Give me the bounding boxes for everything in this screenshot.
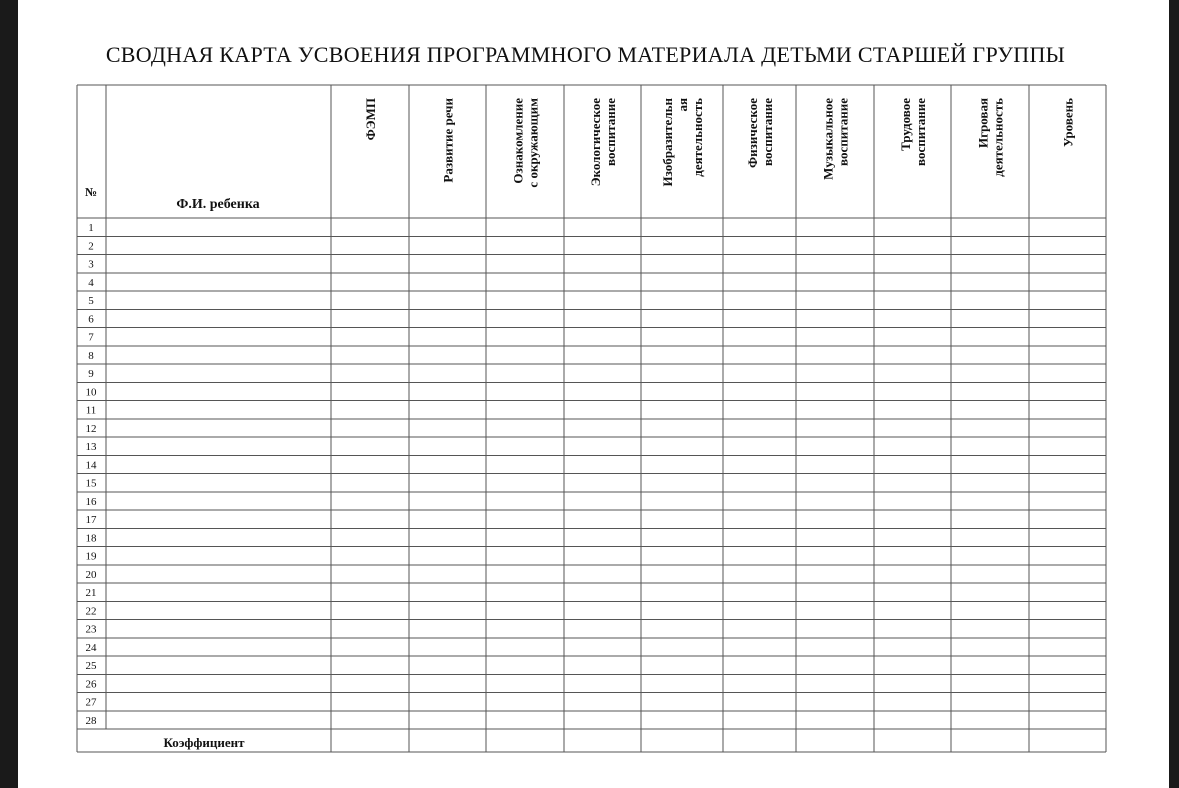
row-number: 14 (85, 459, 97, 472)
subject-header-line: Развитие речи (440, 98, 456, 183)
row-number: 11 (85, 404, 97, 417)
subject-header-line: Ознакомление (510, 98, 526, 184)
subject-header-line: с окружающим (525, 98, 541, 188)
subject-header-line: воспитание (835, 98, 851, 166)
row-number: 3 (88, 258, 94, 271)
row-number: 8 (88, 349, 94, 362)
row-number: 4 (88, 276, 94, 289)
row-number: 12 (85, 422, 97, 435)
subject-header-line: Физическое (745, 98, 760, 168)
row-number: 16 (85, 495, 97, 508)
number-column-header: № (84, 185, 98, 199)
subject-header-line: Игровая (975, 98, 991, 148)
row-number: 5 (88, 295, 94, 307)
row-number: 22 (85, 605, 97, 618)
row-number: 24 (85, 641, 97, 654)
row-number: 25 (85, 660, 97, 672)
table-texts (85, 97, 1076, 750)
subject-header-line: Экологическое (588, 98, 603, 187)
row-number: 26 (85, 678, 97, 691)
subject-header (363, 98, 378, 140)
subject-header (660, 98, 705, 187)
row-number: 27 (85, 696, 97, 709)
name-column-header: Ф.И. ребенка (176, 197, 260, 212)
subject-header-line: Изобразительн (660, 98, 675, 187)
subject-header-line: Музыкальное (820, 98, 836, 180)
subject-header (588, 98, 618, 187)
subject-header (821, 98, 851, 180)
subject-header (441, 97, 456, 182)
row-number: 18 (85, 532, 97, 545)
row-number: 21 (85, 587, 97, 599)
subject-header-line: ФЭМП (363, 98, 378, 141)
row-number: 23 (85, 623, 97, 636)
subject-header-line: деятельность (690, 98, 705, 177)
row-number: 15 (85, 477, 97, 490)
subject-header (745, 98, 775, 168)
coefficient-row-label: Коэффициент (163, 735, 245, 750)
subject-header-line: Трудовое (898, 98, 913, 151)
row-number: 2 (88, 240, 94, 253)
row-number: 28 (85, 714, 97, 727)
row-number: 6 (88, 313, 94, 326)
row-number: 20 (85, 568, 97, 581)
row-number: 1 (88, 222, 94, 234)
subject-header (511, 98, 541, 188)
row-number: 19 (85, 550, 97, 563)
subject-header-line: воспитание (913, 98, 928, 166)
subject-header (976, 98, 1006, 177)
subject-header (1061, 98, 1076, 147)
document-title: СВОДНАЯ КАРТА УСВОЕНИЯ ПРОГРАММНОГО МАТЕРИАЛА ДЕТЬМИ СТАРШЕЙ ГРУППЫ (105, 42, 1066, 67)
subject-header-line: Уровень (1060, 98, 1076, 148)
row-number: 10 (85, 386, 97, 399)
subject-header (898, 98, 928, 166)
subject-header-line: ая (675, 98, 690, 112)
subject-header-line: деятельность (990, 98, 1006, 177)
subject-header-line: воспитание (603, 98, 618, 166)
row-number: 17 (85, 514, 97, 526)
row-number: 7 (88, 331, 94, 344)
row-number: 9 (88, 368, 94, 380)
row-number: 13 (85, 441, 97, 453)
subject-header-line: воспитание (760, 98, 775, 166)
